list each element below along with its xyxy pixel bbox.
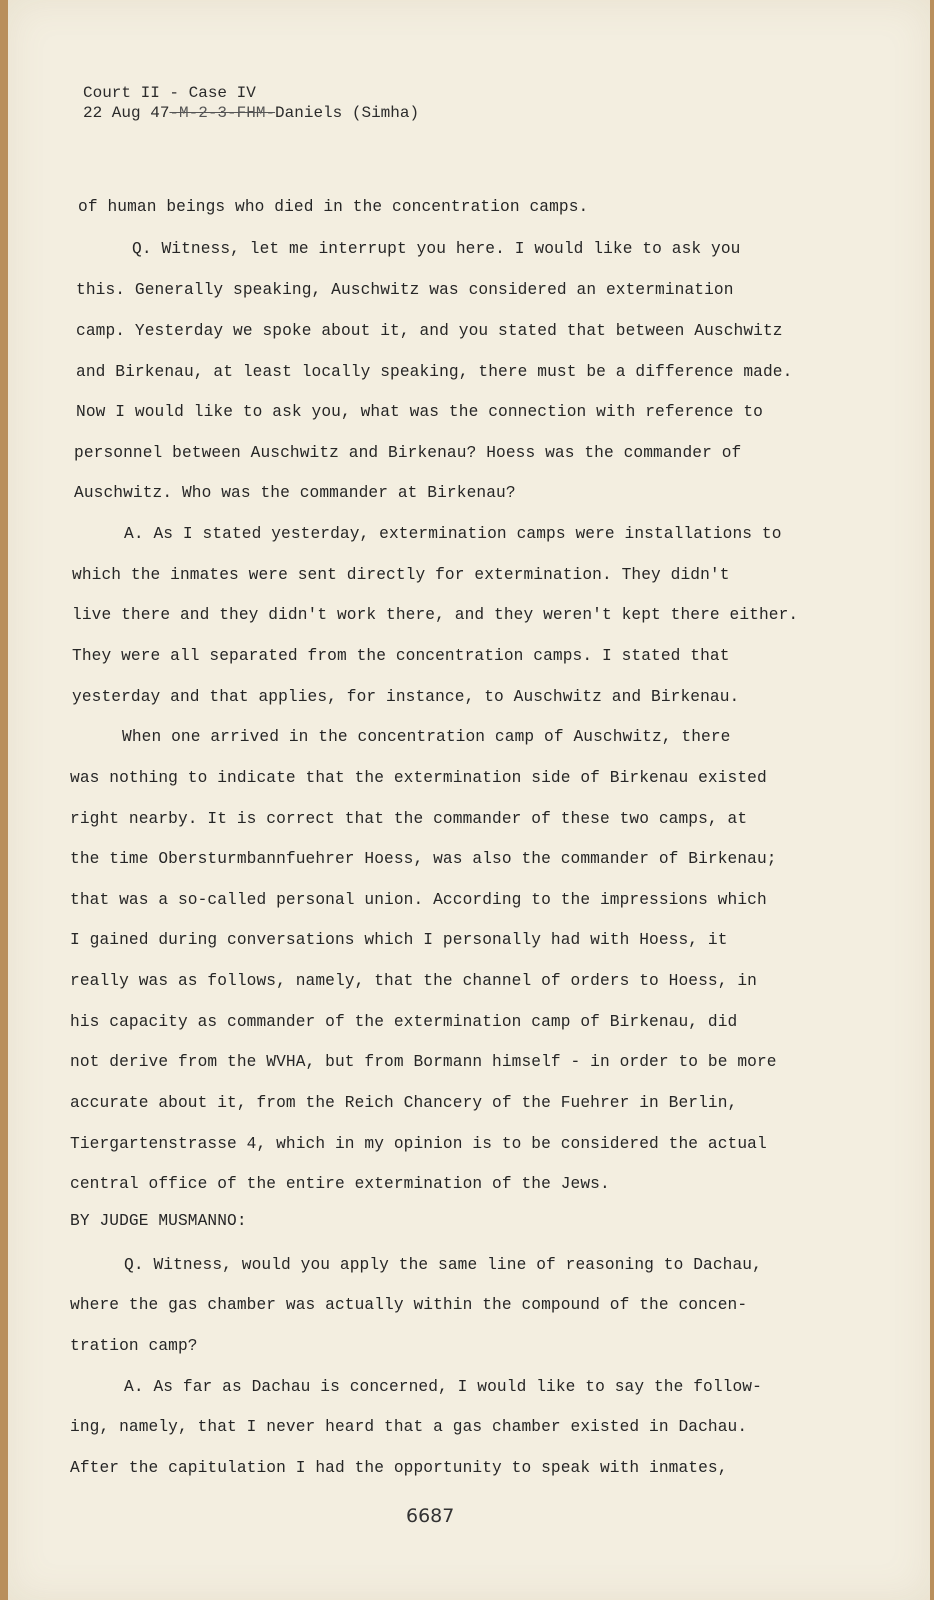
transcript-line: Tiergartenstrasse 4, which in my opinion is to be considered the actual <box>70 1135 767 1153</box>
transcript-line: Q. Witness, would you apply the same line of reasoning to Dachau, <box>124 1256 762 1274</box>
transcript-line: A. As I stated yesterday, extermination camps were installations to <box>124 525 782 543</box>
transcript-line: really was as follows, namely, that the channel of orders to Hoess, in <box>70 972 757 990</box>
header-date: 22 Aug 47 <box>83 104 170 122</box>
transcript-line: tration camp? <box>70 1337 198 1355</box>
transcript-line: accurate about it, from the Reich Chancery of the Fuehrer in Berlin, <box>70 1094 738 1112</box>
transcript-line: that was a so-called personal union. According to the impressions which <box>70 891 767 909</box>
transcript-line: Auschwitz. Who was the commander at Birkenau? <box>74 484 516 502</box>
page-number: 6687 <box>406 1505 455 1527</box>
transcript-line: A. As far as Dachau is concerned, I would like to say the follow- <box>124 1378 762 1396</box>
transcript-line: live there and they didn't work there, and they weren't kept there either. <box>72 606 799 624</box>
transcript-line: not derive from the WVHA, but from Bormann himself - in order to be more <box>70 1053 777 1071</box>
transcript-line: camp. Yesterday we spoke about it, and you stated that between Auschwitz <box>76 322 783 340</box>
transcript-line: I gained during conversations which I personally had with Hoess, it <box>70 931 728 949</box>
transcript-line: the time Obersturmbannfuehrer Hoess, was also the commander of Birkenau; <box>70 850 777 868</box>
transcript-line: which the inmates were sent directly for extermination. They didn't <box>72 566 730 584</box>
struck-code: -M-2-3-FHM- <box>169 104 276 122</box>
document-header <box>83 83 419 123</box>
transcript-line: ing, namely, that I never heard that a gas chamber existed in Dachau. <box>70 1418 748 1436</box>
witness-name: Daniels (Simha) <box>275 104 420 122</box>
transcript-line: right nearby. It is correct that the commander of these two camps, at <box>70 810 748 828</box>
transcript-line: yesterday and that applies, for instance, to Auschwitz and Birkenau. <box>72 688 740 706</box>
examiner-heading: BY JUDGE MUSMANNO: <box>70 1212 247 1230</box>
transcript-line: Q. Witness, let me interrupt you here. I would like to ask you <box>132 240 741 258</box>
transcript-line: of human beings who died in the concentration camps. <box>78 198 589 216</box>
transcript-line: After the capitulation I had the opportunity to speak with inmates, <box>70 1459 728 1477</box>
court-case-line: Court II - Case IV <box>83 84 256 102</box>
transcript-line: his capacity as commander of the extermination camp of Birkenau, did <box>70 1013 738 1031</box>
transcript-line: central office of the entire extermination of the Jews. <box>70 1175 610 1193</box>
transcript-line: and Birkenau, at least locally speaking, there must be a difference made. <box>76 363 793 381</box>
transcript-line: personnel between Auschwitz and Birkenau? Hoess was the commander of <box>74 444 742 462</box>
transcript-line: was nothing to indicate that the extermination side of Birkenau existed <box>70 769 767 787</box>
transcript-line: where the gas chamber was actually within the compound of the concen- <box>70 1296 748 1314</box>
transcript-line: this. Generally speaking, Auschwitz was considered an extermination <box>76 281 734 299</box>
document-page <box>8 0 930 1600</box>
transcript-line: When one arrived in the concentration camp of Auschwitz, there <box>122 728 731 746</box>
transcript-line: They were all separated from the concentration camps. I stated that <box>72 647 730 665</box>
transcript-line: Now I would like to ask you, what was the connection with reference to <box>76 403 763 421</box>
